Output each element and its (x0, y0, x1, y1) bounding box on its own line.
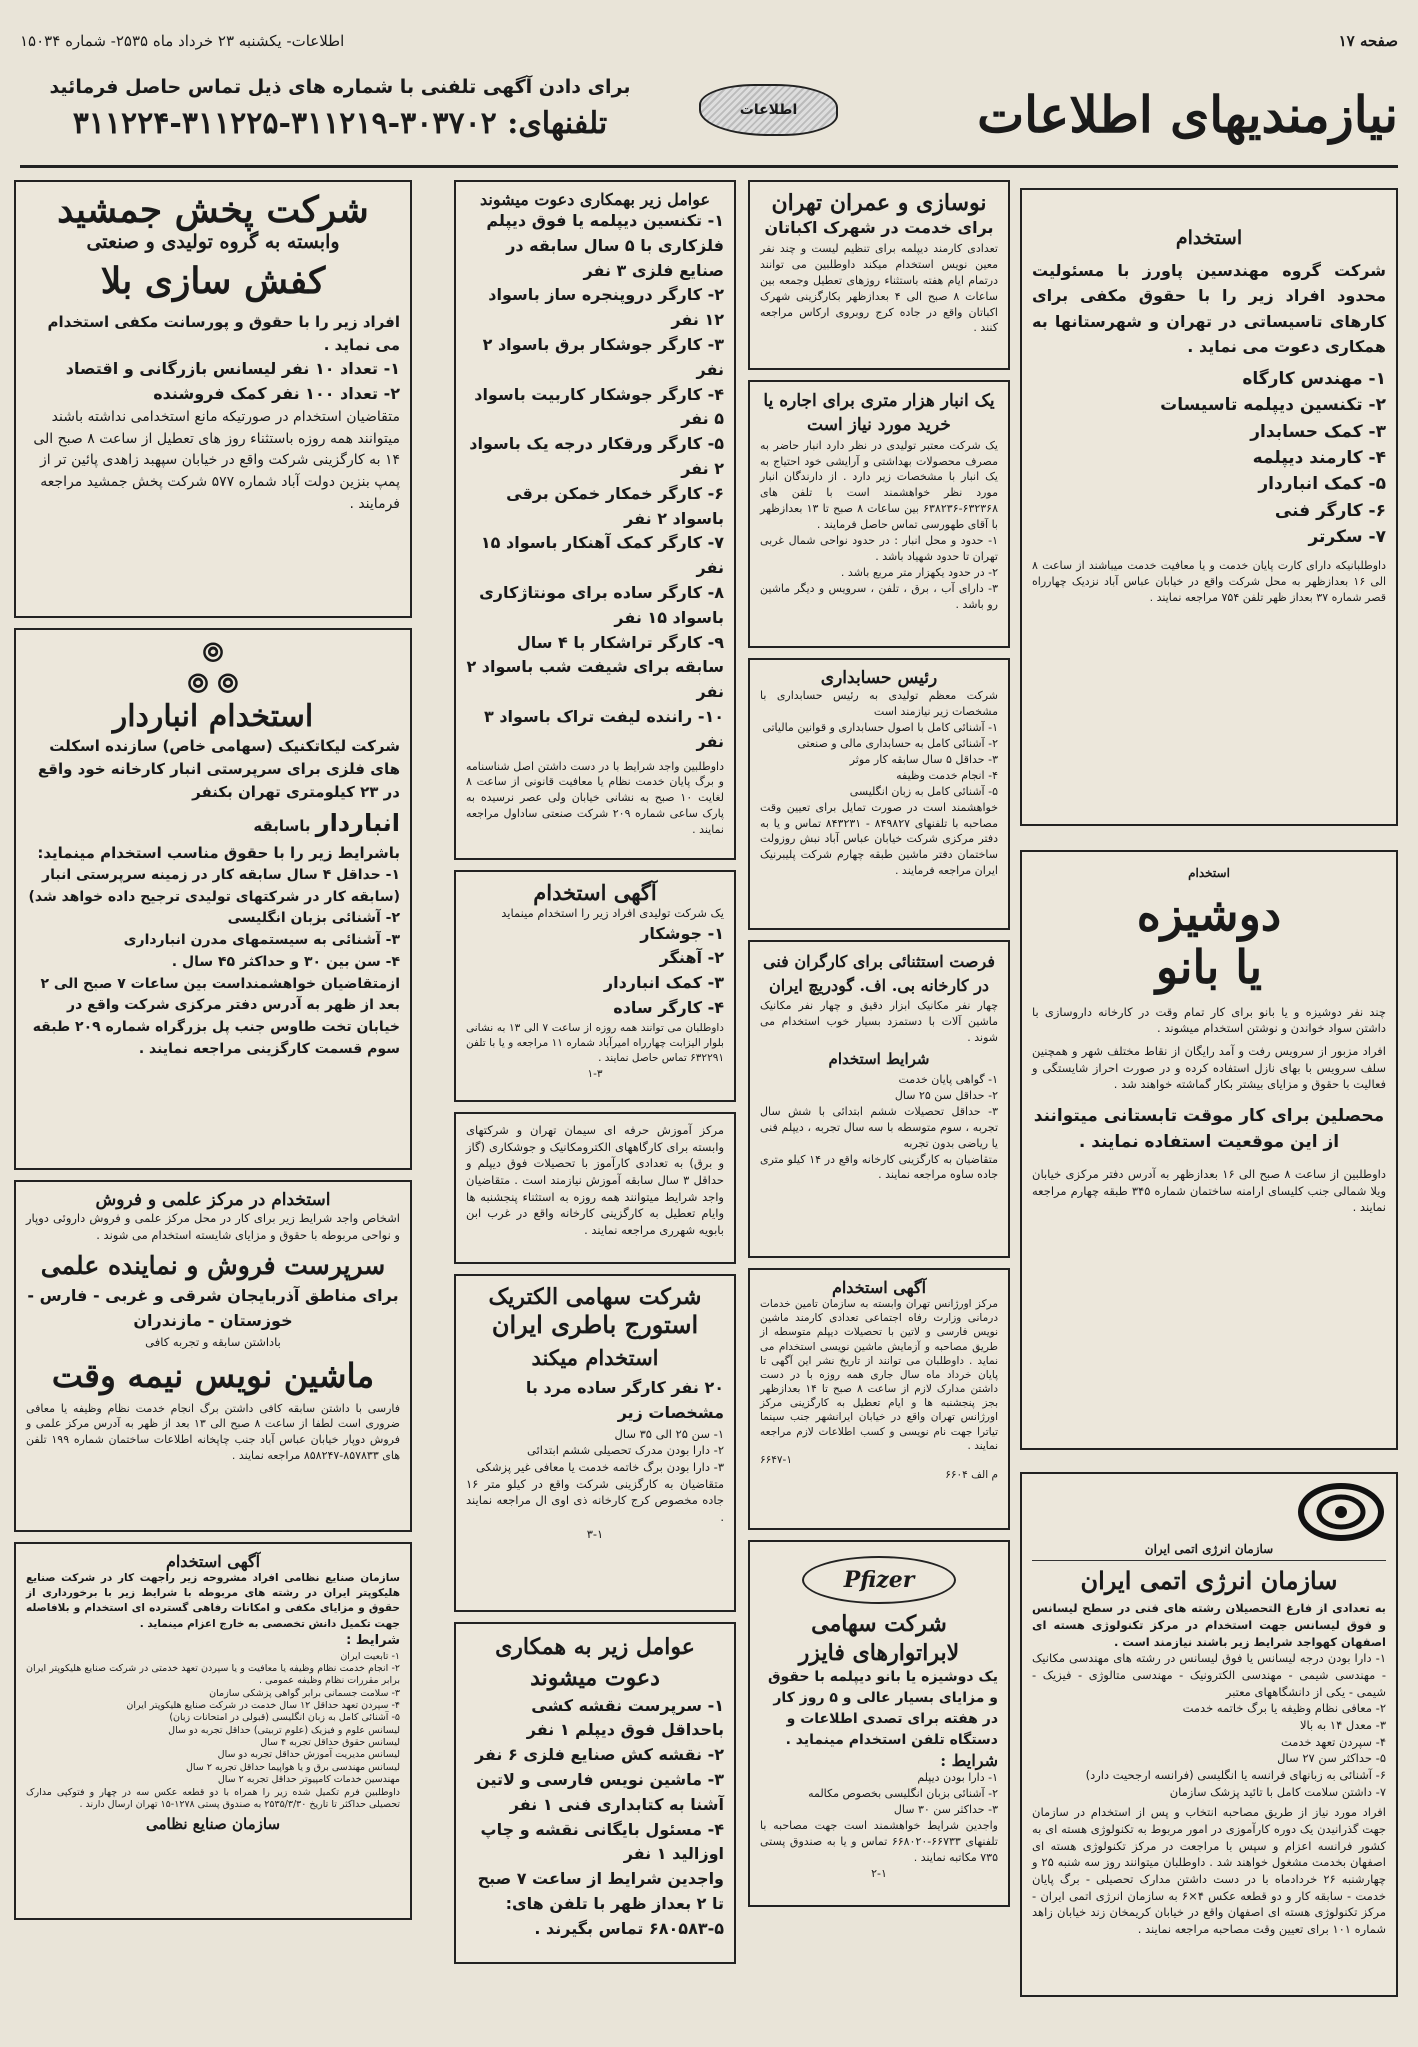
ad-item: ۳- کمک انباردار (603, 973, 724, 993)
ad-body: واجدین شرایط خواهشمند است جهت مصاحبه با تلفنهای ۶۶۷۳۳-۶۶۸۰۲۰ تماس و یا به صندوق پستی ۷۳۵ مکاتبه نمایند . (760, 1819, 998, 1864)
ad-intro: چند نفر دوشیزه و یا بانو برای کار تمام وقت در کارخانه داروسازی با داشتن سواد خواندن و نوشتن استخدام میشوند . (1032, 1004, 1386, 1036)
ad-item: ۷- سکرتر (1308, 527, 1386, 548)
ad-intro: شرکت لیکاتکنیک (سهامی خاص) سازنده اسکلت های فلزی برای سرپرستی انبار کارخانه خود واقع در ۲۳ کیلومتری تهران بکنفر (37, 736, 400, 802)
ad-item: ۲- آشنائی بزبان انگلیسی (227, 910, 400, 927)
ad-conditions-title: شرایط : (940, 1751, 998, 1771)
ad-item: ۱- حداقل ۴ سال سابقه کار در زمینه سرپرستی انبار (سابقه کار در شرکتهای تولیدی ترجیح داده خواهد شد) (28, 867, 400, 905)
masthead-title: نیازمندیهای اطلاعات (977, 85, 1398, 144)
ad-battery (454, 1274, 736, 1612)
ad-role-row (26, 805, 400, 842)
ad-conditions-title: شرایط استخدام (828, 1049, 930, 1068)
ettelaat-logo (699, 84, 838, 136)
ad-jobs1 (454, 180, 736, 860)
ad-item: ۵- حداکثر سن ۲۷ سال (1277, 1751, 1386, 1766)
pfizer-logo: Pfizer (802, 1556, 956, 1604)
ad-heading: استخدام در مرکز علمی و فروش (95, 1190, 331, 1210)
ad-item: ۱- تابعیت ایران (340, 1650, 400, 1662)
ad-item: ۲- معافی نظام وظیفه یا برگ خاتمه خدمت (1182, 1701, 1386, 1716)
ad-code: ۲-۱ (871, 1866, 887, 1880)
ad-intro: شرکت معظم تولیدی به رئیس حسابداری با مشخصات زیر نیازمند است (760, 689, 998, 718)
ad-item: ۳- کمک حسابدار (1250, 421, 1386, 442)
masthead (20, 70, 1398, 168)
ad-item: ۱- حدود و محل انبار : در حدود نواحی شمال غربی تهران تا حدود شهیاد باشد . (760, 534, 998, 564)
ad-brand: کفش سازی بلا (100, 260, 326, 303)
ad-body: خواهشمند است در صورت تمایل برای تعیین وقت مصاحبه با تلفنهای ۸۴۹۸۲۷ - ۸۴۳۲۳۱ تماس و یا به دفتر مرکزی شرکت خیابان عباس آباد نبش روزولت ساختمان دفتر ماشین طبقه چهارم شرکت پلیبرنیک ایران مراجعه فرمایند . (760, 800, 998, 878)
ad-item: ۶- آشنائی به زبانهای فرانسه یا انگلیسی (فرانسه ارجحیت دارد) (1085, 1767, 1386, 1782)
ad-bf-goodrich (748, 940, 1010, 1258)
ad-body: داوطلبان می توانند همه روزه از ساعت ۷ الی ۱۳ به نشانی بلوار الیزابت چهارراه امیرآباد شماره ۱۱ مراجعه و یا با تلفن ۶۳۲۲۹۱ تماس حاصل نمایند . (466, 1021, 724, 1065)
ad-item: ۱- سرپرست نقشه کشی باحداقل فوق دیپلم ۱ نفر (526, 1695, 724, 1740)
ad-item: ۲- تکنسین دیپلمه تاسیسات (1160, 395, 1386, 416)
ad-item: ۴- مسئول بایگانی نقشه و چاپ اوزالید ۱ نفر (480, 1819, 724, 1864)
ad-students: محصلین برای کار موقت تابستانی میتوانند از این موقعیت استفاده نمایند . (1033, 1106, 1385, 1153)
ad-accountant (748, 658, 1010, 930)
ad-item: ۱- دارا بودن دیپلم (917, 1771, 998, 1785)
ad-item: ۵- آشنائی کامل به زبان انگلیسی (849, 784, 998, 798)
ad-body: مرکز اورژانس تهران وابسته به سازمان تامین خدمات درمانی وزارت رفاه اجتماعی تعدادی کارمند ماشین نویس فارسی و لاتین با تحصیلات دیپلم متوسطه از طریق مصاحبه و آزمایش ماشین نویسی استخدام می نماید . داوطلبان می توانند از تاریخ نشر این آگهی تا پایان خرداد ماه سال جاری همه روزه با در دست داشتن مدارک لازم از ساعت ۸ صبح تا ۱۴ بعدازظهر بجز پنجشنبه ها و ایام تعطیل به کارگزینی مرکز اورژانس تهران واقع در خیابان ایرانشهر جنب سینما تیاترا جهت نام نویسی و کسب اطلاعات لازم مراجعه نمایند . (760, 1298, 998, 1452)
ad-conditions-title: شرایط : (346, 1632, 400, 1648)
page-number: صفحه ۱۷ (1338, 32, 1398, 50)
ad-role-suffix: باسابقه (253, 816, 311, 835)
ad-typist: ماشین نویس نیمه وقت (51, 1355, 375, 1395)
ad-body: داوطلبانیکه دارای کارت پایان خدمت و یا معافیت خدمت میباشند از ساعت ۸ الی ۱۶ بعدازظهر به محل شرکت واقع در خیابان عباس آباد نزدیک چهارراه قصر شماره ۳۷ بعداز ظهر تلفن ۷۵۴ مراجعه نمایند . (1032, 559, 1387, 605)
ad-code-2: م الف ۶۶۰۴ (945, 1469, 998, 1482)
column-third (454, 180, 736, 1974)
ad-intro: ۲۰ نفر کارگر ساده مرد با مشخصات زیر (525, 1378, 724, 1422)
ad-item: لیسانس مدیریت آموزش حداقل تجربه دو سال (217, 1749, 400, 1761)
ad-heading-2: یا بانو (1155, 939, 1263, 994)
ad-body: تعدادی کارمند دیپلمه برای تنظیم لیست و چند نفر معین نویس استخدام میکند داوطلبین می توانند درتمام ایام هفته باستثناء روزهای تعطیل وجمعه بین ساعات ۸ صبح الی ۴ بعدازظهر بکارگزینی شهرک اکباتان واقع در جاده کرج روبروی ارکاس مراجعه کنند . (760, 241, 998, 335)
phones-label: تلفنهای: (507, 106, 608, 141)
ad-body: متقاضیان به کارگزینی کارخانه واقع در ۱۴ کیلو متری جاده ساوه مراجعه نمایند . (760, 1152, 998, 1182)
ad-heading: آگهی استخدام (165, 1552, 261, 1571)
ad-body: یک شرکت معتبر تولیدی در نظر دارد انبار حاضر به مصرف محصولات بهداشتی و آرایشی خود احتیاج به یک انبار با مشخصات زیر دارد . از دارندگان انبار مورد نظر خواهشمند است با تلفن های ۶۳۲۳۶۸-۶۳۸۲۳۶ بین ساعات ۸ صبح تا ۱۳ بعدازظهر با آقای طهورسی تماس حاصل فرمایند . (760, 438, 998, 532)
ad-anbar (748, 380, 1010, 648)
ad-item: ۴- کارگر جوشکار کاربیت باسواد ۵ نفر (474, 384, 724, 429)
ad-body: فارسی با داشتن سابقه کافی داشتن برگ انجام خدمت نظام وظیفه یا معافی ضروری است لطفا از ساعت ۸ صبح الی ۱۳ بعد از ظهر به آدرس مرکز علمی و فروش دوپار خیابان عباس آباد جنب چاپخانه اطلاعات ساختمان شماره ۱۹۹ تلفن های ۸۵۷۸۳۳-۸۵۸۲۴۷ مراجعه نمایند . (26, 1401, 401, 1463)
ad-small-heading: استخدام (1188, 866, 1230, 880)
ad-role: انباردار (315, 808, 400, 837)
ad-address: داوطلبین از ساعت ۸ صبح الی ۱۶ بعدازظهر به آدرس دفتر مرکزی خیابان ویلا شمالی جنب کلیسای ارامنه ساختمان شماره ۳۴۵ طبقه چهارم مراجعه نمایند . (1032, 1166, 1386, 1215)
ad-item: ۱- جوشکار (640, 923, 724, 943)
phones-value: ۳۰۳۷۰۲-۳۱۱۲۱۹-۳۱۱۲۲۵-۳۱۱۲۲۴ (72, 106, 497, 141)
ad-item: ۳- معدل ۱۴ به بالا (1299, 1717, 1386, 1732)
ad-heading: استخدام انباردار (112, 699, 314, 735)
ad-item: ۱۰- راننده لیفت تراک باسواد ۳ نفر (483, 706, 724, 751)
ad-small: اشخاص واجد شرایط زیر برای کار در محل مرکز علمی و فروش داروئی دوپار و نواحی مربوطه با حقوق و مزایای شایسته استخدام می شوند . (26, 1211, 400, 1242)
ad-item: ۷- کارگر کمک آهنکار باسواد ۱۵ نفر (480, 533, 724, 578)
ad-body: داوطلبین واجد شرایط با در دست داشتن اصل شناسنامه و برگ پایان خدمت نظام یا معافیت قانونی از ساعت ۸ لغایت ۱۰ صبح به نشانی خیابان ولی عصر نرسیده به پارک ساعی شماره ۲۰۹ شرکت صنعتی ساداول مراجعه نمایند . (466, 759, 724, 837)
ad-item: لیسانس مهندسی برق و یا هواپیما حداقل تجربه ۲ سال (186, 1761, 400, 1773)
ad-jobs2 (454, 870, 736, 1102)
ad-elmi (14, 1180, 412, 1532)
ad-cementec (454, 1112, 736, 1264)
ad-pars (1020, 188, 1398, 826)
ad-item: ۴- کارگر ساده (613, 998, 724, 1018)
ad-item: ۳- آشنائی به سیستمهای مدرن انبارداری (123, 932, 400, 949)
ad-code: ۶۶۴۷-۱ (760, 1453, 792, 1466)
ad-affiliation: وابسته به گروه تولیدی و صنعتی (86, 231, 340, 254)
ad-intro: به تعدادی از فارغ التحصیلان رشته های فنی در سطح لیسانس و فوق لیسانس جهت استخدام در مرکز تکنولوژی هسته ای اصفهان کهواجد شرایط زیر باشند نیازمند است . (1032, 1601, 1386, 1649)
ad-company: شرکت پخش جمشید (57, 189, 369, 231)
ad-item: ۲- انجام خدمت نظام وظیفه یا معافیت و یا سپردن تعهد خدمتی در شرکت صنایع هلیکوپتر ایران برابر مقررات نظام وظیفه عمومی . (26, 1663, 400, 1687)
ad-item: ۱- سن ۲۵ الی ۳۵ سال (614, 1426, 724, 1441)
ad-body: افراد مزبور از سرویس رفت و آمد رایگان از نقاط مختلف شهر و همچنین سلف سرویس با بهای نازل استفاده کرده و در صورت احراز شایستگی و فعالیت با حقوق و مزایای بیشتر بکار گماشته خواهند شد . (1032, 1044, 1386, 1092)
ad-item: ۲- آشنائی کامل به حسابداری مالی و صنعتی (797, 736, 998, 750)
ad-body: مرکز آموزش حرفه ای سیمان تهران و شرکتهای وابسته برای کارگاههای الکترومکانیک و جوشکاری (گاز و برق) به تعدادی کارآموز با تحصیلات فوق دیپلم و حداقل ۳ سال سابقه آموزش نیازمند است . متقاضیان واجد شرایط میتوانند همه روزه به استثناء پنجشنبه ها وایام تعطیل به کارگزینی کارخانه واقع در غرب ابن بابویه شهرری مراجعه نمایند . (466, 1123, 724, 1238)
ad-item: ۳- ماشین نویس فارسی و لاتین آشنا به کتابداری فنی ۱ نفر (476, 1769, 724, 1814)
ad-item: ۱- گواهی پایان خدمت (898, 1072, 998, 1086)
ad-item: ۶- کارگر فنی (1274, 500, 1386, 521)
ad-heading: سازمان انرژی اتمی ایران (1032, 1560, 1386, 1596)
ad-body: متقاضیان به کارگزینی شرکت واقع در کیلو متر ۱۶ جاده مخصوص کرج کارخانه ذی اوی ال مراجعه نمایند . (466, 1476, 724, 1524)
column-right (1020, 188, 1398, 2007)
ad-item: ۳- حداقل تحصیلات ششم ابتدائی با شش سال تجربه ، سوم متوسطه با سه سال تجربه ، دیپلم فنی یا ریاضی بدون تجربه (760, 1104, 998, 1150)
ad-title: سرپرست فروش و نماینده علمی (40, 1251, 386, 1281)
ad-item: ۹- کارگر تراشکار با ۴ سال سابقه برای شیفت شب باسواد ۲ نفر (466, 632, 724, 702)
ad-item: مهندسین خدمات کامپیوتر حداقل تجربه ۲ سال (217, 1774, 400, 1786)
ad-brand: استورج باطری ایران (491, 1310, 699, 1339)
ad-heading: آگهی استخدام (831, 1278, 927, 1297)
ad-footer: سازمان صنایع نظامی (145, 1815, 281, 1834)
atomic-energy-emblem-icon (1296, 1482, 1386, 1542)
ad-intro: سازمان صنایع نظامی افراد مشروحه زیر راجهت کار در شرکت صنایع هلیکوپتر ایران در رشته های مربوطه با شرایط زیر با برخورداری از حقوق و مزایای مکفی و امکانات رفاهی گسترده ای استخدام و بلافاصله جهت تکمیل دانش تخصصی به خارج اعزام مینماید . (26, 1572, 400, 1630)
ad-item: ۴- انجام خدمت وظیفه (896, 768, 998, 782)
ad-body: متقاضیان استخدام در صورتیکه مانع استخدامی نداشته باشند میتوانند همه روزه باستثناء روز های تعطیل از ساعت ۸ صبح الی ۱۴ به کارگزینی شرکت واقع در خیابان سپهبد زاهدی پائین تر از پمپ بنزین دولت آباد شماره ۵۷۷ شرکت پخش جمشید مراجعه فرمایند . (33, 408, 400, 512)
ad-item: ۲- در حدود یکهزار متر مربع باشد . (840, 566, 998, 580)
ad-item: ۴- سن بین ۳۰ و حداکثر ۴۵ سال . (171, 953, 400, 970)
ad-girl (1020, 850, 1398, 1450)
ad-item: ۷- داشتن سلامت کامل با تائید پزشک سازمان (1169, 1784, 1386, 1799)
ad-item: ۱- تکنسین دیپلمه یا فوق دیپلم فلزکاری با ۵ سال سابقه در صنایع فلزی ۳ نفر (486, 211, 724, 280)
ad-intro: شرکت گروه مهندسین پاورز با مسئولیت محدود افراد زیر را با حقوق مکفی برای کارهای تاسیساتی در تهران و شهرستانها به همکاری دعوت می نماید . (1032, 260, 1386, 357)
ad-body: داوطلبین فرم تکمیل شده زیر را همراه با دو قطعه عکس سه در چهار و فتوکپی مدارک تحصیلی حداکثر تا تاریخ ۲۵۳۵/۳/۳۰ به صندوق پستی ۱۲۷۸-۱۵ تهران ارسال دارند . (26, 1786, 400, 1810)
ad-jamshid (14, 180, 412, 618)
ad-conditions-title: باشرایط زیر را با حقوق مناسب استخدام مینماید: (37, 843, 400, 862)
ad-item: ۶- کارگر خمکار خمکن برقی باسواد ۲ نفر (506, 483, 724, 528)
ad-item: لیسانس حقوق حداقل تجربه ۴ سال (260, 1737, 400, 1749)
ad-body: ازمتقاضیان خواهشمنداست بین ساعات ۷ صبح الی ۲ بعد از ظهر به آدرس دفتر مرکزی شرکت واقع در خیابان تخت طاوس جنب پل بزرگراه شماره ۲۰۹ طبقه سوم قسمت کارگزینی مراجعه نمایند . (32, 975, 400, 1057)
ad-item: ۲- آهنگر (659, 948, 724, 968)
ad-heading: نوسازی و عمران تهران (771, 190, 987, 216)
warehouse-logo-icon: ⦾ ⦾ ⦾ (187, 638, 239, 700)
ad-pfizer (748, 1540, 1010, 1907)
ad-insurance (748, 1268, 1010, 1530)
ad-heading: فرصت استثنائی برای کارگران فنی در کارخانه بی. اف. گودریچ ایران (763, 952, 995, 995)
ad-heading: رئیس حسابداری (820, 668, 938, 688)
ad-heading: استخدام (1175, 227, 1243, 249)
ad-item: ۴- سپردن تعهد خدمت (1280, 1734, 1386, 1749)
ad-atomic (1020, 1472, 1398, 1997)
ad-item: لیسانس علوم و فیزیک (علوم تربیتی) حداقل تجربه دو سال (168, 1724, 400, 1736)
masthead-call-text: برای دادن آگهی تلفنی با شماره های ذیل تماس حاصل فرمائید (49, 76, 631, 98)
ad-item: ۳- حداقل ۵ سال سابقه کار موثر (849, 752, 998, 766)
ad-intro: چهار نفر مکانیک ابزار دقیق و چهار نفر مکانیک ماشین آلات با دستمزد بسیار خوب استخدام می شوند . (760, 999, 998, 1044)
column-second (748, 180, 1010, 1917)
ad-item: ۱- تعداد ۱۰ نفر لیسانس بازرگانی و اقتصاد (65, 359, 400, 379)
ad-heading: استخدام میکند (531, 1345, 659, 1370)
ad-item: ۲- آشنائی بزبان انگلیسی بخصوص مکالمه (808, 1787, 998, 1801)
ad-item: ۲- کارگر دروپنجره ساز باسواد ۱۲ نفر (488, 285, 724, 330)
ad-item: ۳- سلامت جسمانی برابر گواهی پزشکی سازمان (209, 1687, 400, 1699)
ad-nosazi (748, 180, 1010, 370)
ad-item: ۵- کارگر ورقکار درجه یک باسواد ۲ نفر (469, 434, 724, 478)
ad-heading: عوامل زیر بهمکاری دعوت میشوند (479, 190, 711, 209)
ad-heading: یک انبار هزار متری برای اجاره یا خرید مورد نیاز است (763, 391, 995, 435)
ad-item: ۴- سپردن تعهد حداقل ۱۲ سال خدمت در شرکت صنایع هلیکوپتر ایران (126, 1700, 400, 1712)
ad-sanaye (14, 1542, 412, 1920)
ad-regions: برای مناطق آذربایجان شرقی و غربی - فارس - خوزستان - مازندران (27, 1286, 399, 1331)
ad-item: ۳- دارای آب ، برق ، تلفن ، سرویس و دیگر ماشین رو باشد . (760, 582, 998, 611)
issue-line: اطلاعات- یکشنبه ۲۳ خرداد ماه ۲۵۳۵- شماره ۱۵۰۳۴ (20, 32, 345, 50)
ad-heading: عوامل زیر به همکاری دعوت میشوند (495, 1634, 695, 1691)
ad-heading: دوشیزه (1136, 887, 1282, 941)
masthead-phones (20, 106, 660, 141)
ad-item: ۱- آشنائی کامل با اصول حسابداری و قوانین مالیاتی (762, 720, 998, 734)
ad-code: ۳-۱ (586, 1526, 604, 1541)
ad-item: ۳- دارا بودن برگ خاتمه خدمت یا معافی غیر پزشکی (475, 1459, 724, 1474)
ad-item: ۸- کارگر ساده برای مونتاژکاری باسواد ۱۵ نفر (479, 582, 724, 627)
ad-body: افراد مورد نیاز از طریق مصاحبه انتخاب و پس از استخدام در سازمان جهت گذرانیدن یک دوره کارآموزی در امور مربوط به تکنولوژی هسته ای به کشور فرانسه اعزام و سپس با مراجعت در مرکز تکنولوژی هسته ای اصفهان بخدمت مشغول خواهند شد . داوطلبان میتوانند روز سه شنبه ۲۵ و چهارشنبه ۲۶ خردادماه با در دست داشتن مدارک تحصیلی - برگ پایان خدمت - سابقه کار و دو قطعه عکس ۴×۶ به سازمان انرژی اتمی ایران - مرکز تکنولوژی هسته ای اصفهان واقع در خیابان کریمخان زند خیابان زاهد شماره ۱۰۱ برای تعیین وقت مصاحبه مراجعه نمایند . (1032, 1805, 1387, 1936)
ad-jobs3 (454, 1622, 736, 1964)
ad-item: ۲- تعداد ۱۰۰ نفر کمک فروشنده (153, 384, 400, 404)
column-left (14, 180, 412, 1930)
ad-item: ۱- مهندس کارگاه (1242, 369, 1386, 390)
ad-item: ۲- حداقل سن ۲۵ سال (894, 1088, 998, 1102)
ad-company: شرکت سهامی الکتریک (488, 1284, 702, 1310)
ad-intro: یک شرکت تولیدی افراد زیر را استخدام مینماید (501, 906, 724, 920)
ad-item: ۵- آشنائی کامل به زبان انگلیسی (قبولی در امتحانات زبان) (169, 1712, 400, 1724)
ad-req: باداشتن سابقه و تجربه کافی (145, 1334, 281, 1349)
ad-item: ۲- نقشه کش صنایع فلزی ۶ نفر (474, 1745, 724, 1765)
ad-warehouse (14, 628, 412, 1170)
ad-code: ۱-۳ (587, 1067, 603, 1080)
ad-item: ۱- دارا بودن درجه لیسانس یا فوق لیسانس در رشته های مهندسی مکانیک - مهندسی شیمی - مهندسی الکترونیک - مهندسی متالوژی - فیزیک - شیمی - یکی از دانشگاههای معتبر (1032, 1651, 1386, 1699)
ad-item: ۳- حداکثر سن ۳۰ سال (893, 1803, 998, 1817)
ad-company: شرکت سهامی لابراتوارهای فایزر (798, 1611, 960, 1666)
ad-sub: برای خدمت در شهرک اکباتان (764, 218, 994, 237)
ad-item: ۴- کارمند دیپلمه (1252, 448, 1386, 469)
ad-org-small: سازمان انرژی اتمی ایران (1144, 1542, 1274, 1556)
page-strip (20, 30, 1398, 52)
ad-item: ۵- کمک انباردار (1258, 474, 1386, 495)
ad-intro: یک دوشیزه یا بانو دیپلمه با حقوق و مزایای بسیار عالی و ۵ روز کار در هفته برای تصدی اطلاعات و دستگاه تلفن استخدام مینماید . (768, 1669, 998, 1749)
ad-intro: افراد زیر را با حقوق و پورسانت مکفی استخدام می نماید . (47, 312, 400, 355)
ad-heading: آگهی استخدام (533, 880, 657, 905)
ad-item: ۳- کارگر جوشکار برق باسواد ۲ نفر (482, 334, 724, 379)
ad-body: واجدین شرایط از ساعت ۷ صبح تا ۲ بعداز ظهر با تلفن های: ۵-۶۸۰۵۸۳ تماس بگیرند . (477, 1869, 724, 1938)
ad-item: ۲- دارا بودن مدرک تحصیلی ششم ابتدائی (527, 1443, 724, 1458)
logo-text: اطلاعات (739, 102, 798, 118)
